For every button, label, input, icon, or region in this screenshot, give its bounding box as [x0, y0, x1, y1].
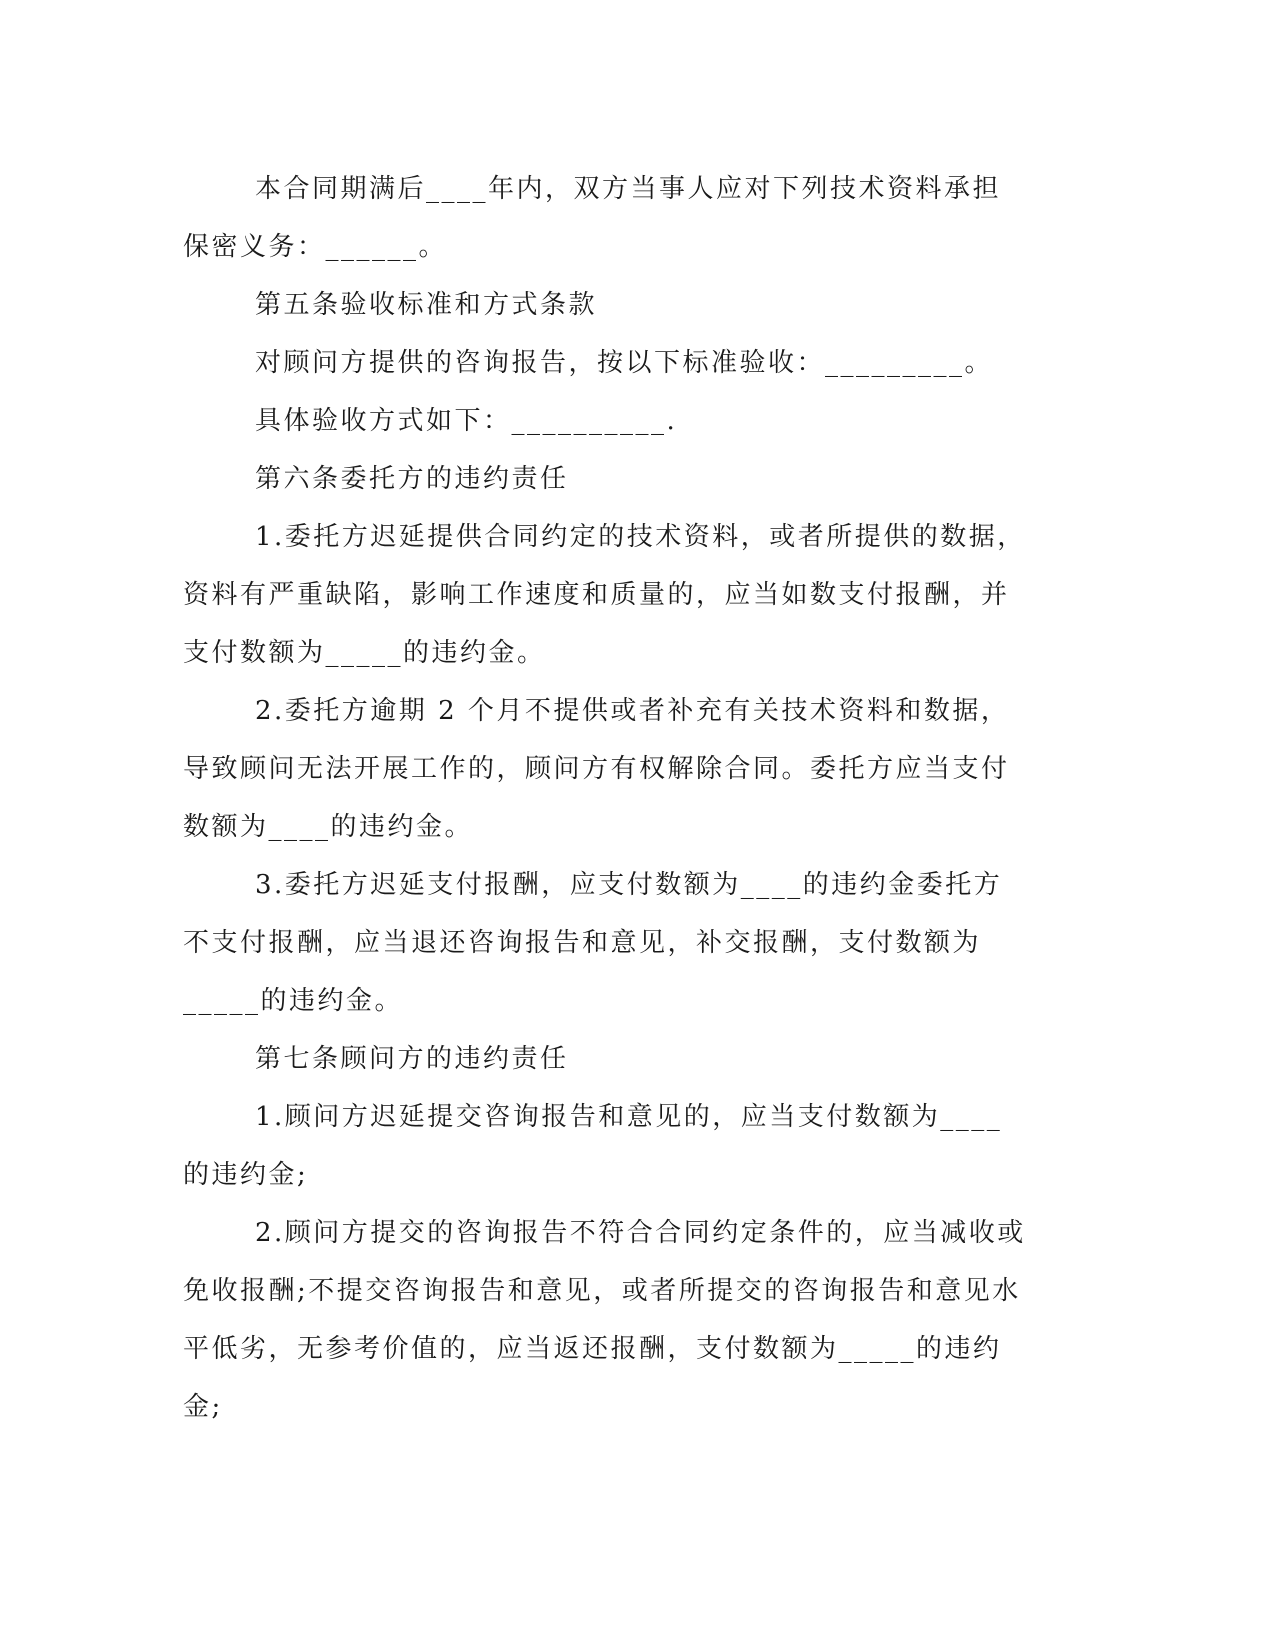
document-body: [183, 160, 1028, 1436]
confidentiality-paragraph: 本合同期满后____年内，双方当事人应对下列技术资料承担保密义务：______。: [183, 174, 1002, 262]
article-5-heading: 第五条验收标准和方式条款: [255, 290, 598, 320]
article-7-item-1: 1.顾问方迟延提交咨询报告和意见的，应当支付数额为____的违约金;: [183, 1102, 1003, 1190]
acceptance-method-paragraph: 具体验收方式如下：__________.: [255, 406, 678, 436]
article-6-item-1: 1.委托方迟延提供合同约定的技术资料，或者所提供的数据，资料有严重缺陷，影响工作速度和质量的，应当如数支付报酬，并支付数额为_____的违约金。: [183, 522, 1026, 668]
acceptance-standard-paragraph: 对顾问方提供的咨询报告，按以下标准验收：_________。: [255, 348, 994, 378]
article-7-heading: 第七条顾问方的违约责任: [255, 1044, 569, 1074]
article-6-heading: 第六条委托方的违约责任: [255, 464, 569, 494]
article-7-item-2: 2.顾问方提交的咨询报告不符合合同约定条件的，应当减收或免收报酬;不提交咨询报告和意见，或者所提交的咨询报告和意见水平低劣，无参考价值的，应当返还报酬，支付数额为_____的违约金;: [183, 1218, 1026, 1422]
article-6-item-3: 3.委托方迟延支付报酬，应支付数额为____的违约金委托方不支付报酬，应当退还咨询报告和意见，补交报酬，支付数额为_____的违约金。: [183, 870, 1003, 1016]
article-6-item-2: 2.委托方逾期 2 个月不提供或者补充有关技术资料和数据，导致顾问无法开展工作的，顾问方有权解除合同。委托方应当支付数额为____的违约金。: [183, 696, 1010, 842]
